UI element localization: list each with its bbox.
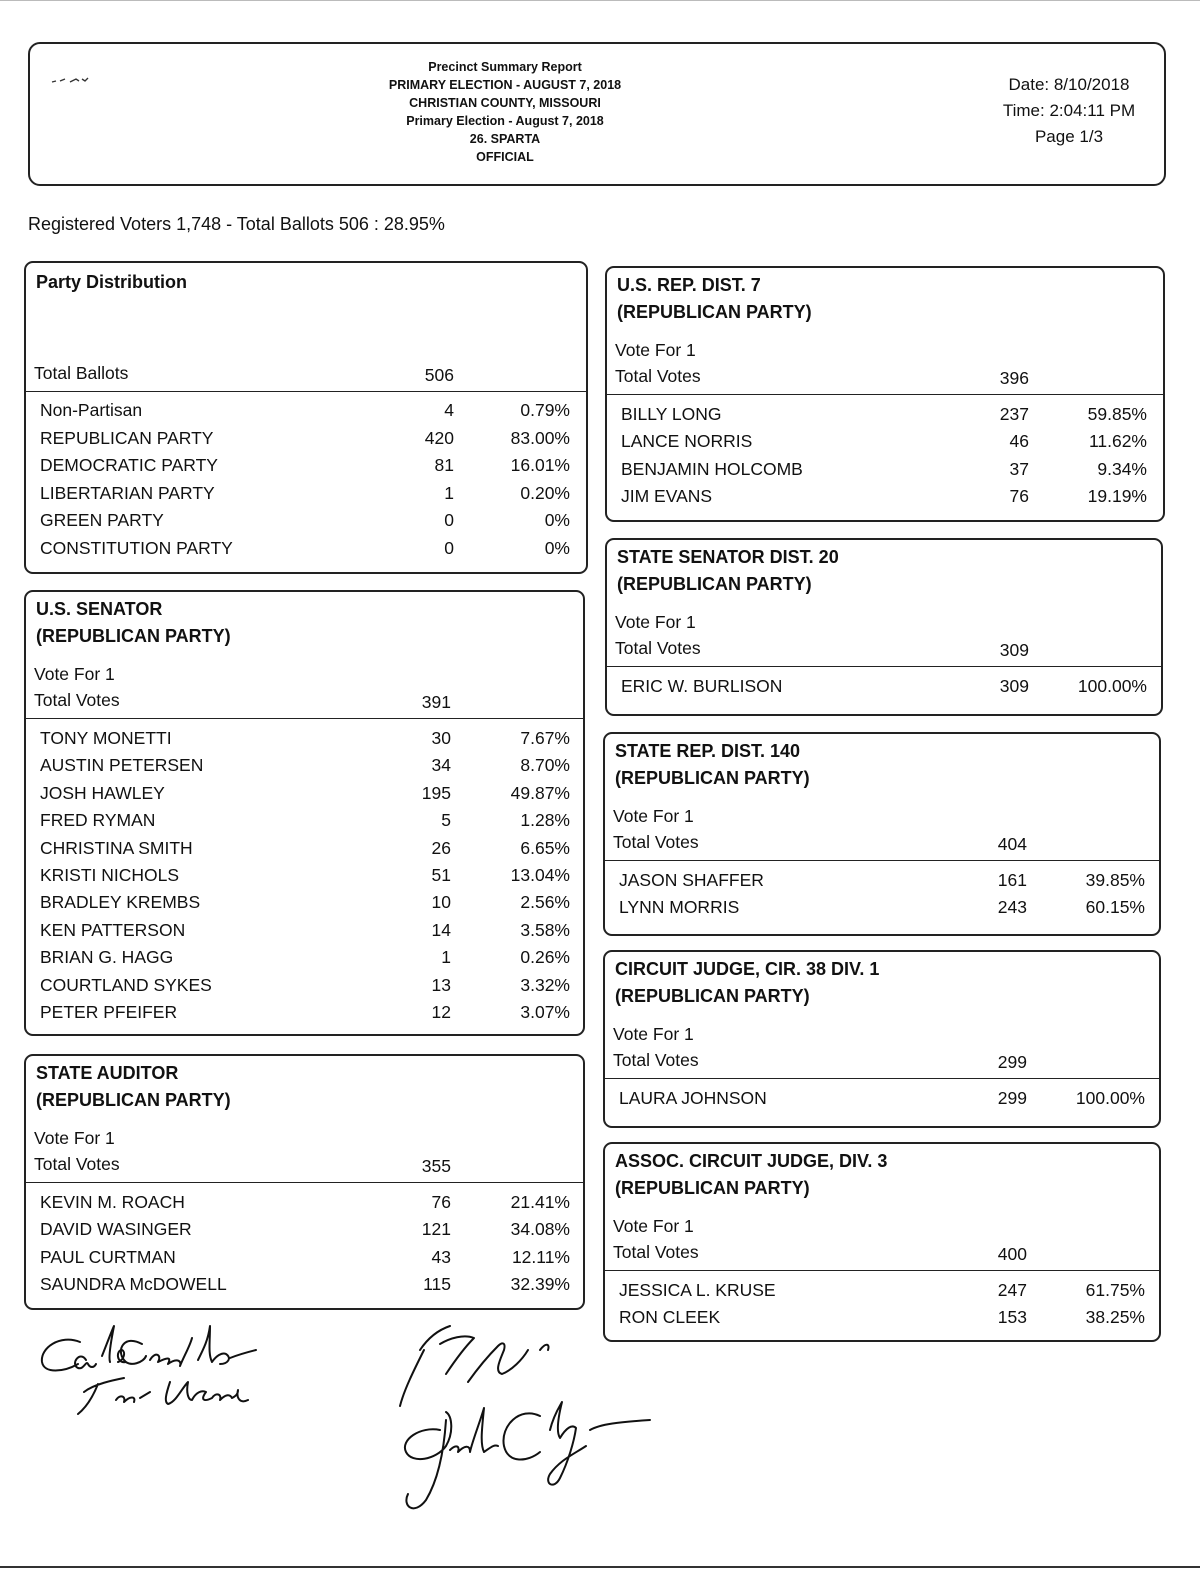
candidate-name: KEN PATTERSON <box>40 919 186 940</box>
party-votes: 81 <box>434 455 454 476</box>
candidate-row <box>26 1002 583 1029</box>
divider <box>26 391 586 392</box>
candidate-name: KRISTI NICHOLS <box>40 865 180 885</box>
signature-2 <box>400 1326 650 1508</box>
candidate-row <box>26 838 583 865</box>
candidate-name: DAVID WASINGER <box>40 1219 192 1240</box>
candidate-name: PETER PFEIFER <box>40 1002 178 1022</box>
race-party: (REPUBLICAN PARTY) <box>615 768 810 788</box>
candidate-votes: 76 <box>431 1192 451 1212</box>
vote-for-label: Vote For 1 <box>34 664 115 684</box>
vote-for-label: Vote For 1 <box>34 1128 115 1148</box>
party-percent: 83.00% <box>510 427 570 448</box>
vote-for-label: Vote For 1 <box>613 1216 694 1236</box>
candidate-name: COURTLAND SYKES <box>40 974 212 995</box>
party-name: REPUBLICAN PARTY <box>40 427 214 448</box>
candidate-votes: 26 <box>431 837 451 858</box>
race-party: (REPUBLICAN PARTY) <box>617 574 812 594</box>
candidate-row <box>607 459 1163 486</box>
vote-for-label: Vote For 1 <box>613 1024 694 1044</box>
party-name: CONSTITUTION PARTY <box>40 538 233 558</box>
candidate-name: ERIC W. BURLISON <box>621 676 783 696</box>
race-box-state-rep-dist-140 <box>603 732 1161 936</box>
report-time: Time: 2:04:11 PM <box>1002 101 1136 120</box>
party-percent: 0% <box>544 510 570 531</box>
candidate-row <box>26 1247 583 1274</box>
candidate-percent: 3.32% <box>520 974 570 995</box>
total-votes-label: Total Votes <box>613 1050 699 1070</box>
candidate-votes: 237 <box>999 404 1029 424</box>
candidate-percent: 1.28% <box>520 810 570 831</box>
precinct-name: 26. SPARTA <box>469 132 541 146</box>
total-votes-label: Total Votes <box>613 1242 699 1262</box>
race-title: STATE REP. DIST. 140 <box>615 741 801 761</box>
candidate-row <box>605 1280 1159 1307</box>
registered-voters-summary: Registered Voters 1,748 - Total Ballots 506 : 28.95% <box>28 214 445 234</box>
candidate-votes: 13 <box>431 974 451 995</box>
candidate-row <box>607 486 1163 513</box>
party-votes: 1 <box>444 482 454 503</box>
candidate-name: BILLY LONG <box>621 404 722 424</box>
candidate-votes: 5 <box>441 810 451 831</box>
party-votes: 0 <box>444 510 454 531</box>
party-percent: 0.79% <box>520 400 570 420</box>
race-title: ASSOC. CIRCUIT JUDGE, DIV. 3 <box>615 1151 888 1171</box>
candidate-row <box>605 870 1159 897</box>
candidate-percent: 9.34% <box>1097 458 1147 479</box>
race-party: (REPUBLICAN PARTY) <box>617 302 812 322</box>
candidate-votes: 43 <box>431 1246 451 1267</box>
candidate-votes: 115 <box>423 1274 451 1295</box>
total-votes-label: Total Votes <box>613 832 699 852</box>
handwritten-signatures <box>20 1320 720 1520</box>
race-title: U.S. REP. DIST. 7 <box>617 275 761 295</box>
race-party: (REPUBLICAN PARTY) <box>36 1090 231 1110</box>
candidate-percent: 100.00% <box>1075 1088 1145 1108</box>
candidate-percent: 32.39% <box>510 1274 570 1295</box>
page-top-edge <box>0 0 1200 7</box>
candidate-percent: 60.15% <box>1085 897 1145 918</box>
candidate-percent: 6.65% <box>520 837 570 858</box>
candidate-votes: 195 <box>421 782 451 803</box>
candidate-votes: 121 <box>421 1219 451 1240</box>
race-box-assoc-circuit-judge <box>603 1142 1161 1342</box>
candidate-name: PAUL CURTMAN <box>40 1246 176 1267</box>
signature-1 <box>42 1326 256 1414</box>
candidate-name: JOSH HAWLEY <box>40 782 165 803</box>
party-name: GREEN PARTY <box>40 510 164 531</box>
party-name: DEMOCRATIC PARTY <box>40 455 218 476</box>
party-row <box>26 483 586 510</box>
candidate-percent: 59.85% <box>1087 404 1147 424</box>
candidate-votes: 299 <box>997 1088 1027 1108</box>
party-row <box>26 428 586 455</box>
total-votes-value: 391 <box>421 692 451 712</box>
race-box-state-senator-dist-20 <box>605 538 1163 716</box>
divider <box>605 1078 1159 1079</box>
total-ballots-value: 506 <box>424 365 454 385</box>
candidate-percent: 7.67% <box>520 728 570 748</box>
party-name: Non-Partisan <box>40 400 143 420</box>
candidate-row <box>26 892 583 919</box>
divider <box>26 718 583 719</box>
total-ballots-label: Total Ballots <box>34 363 129 383</box>
party-distribution-title: Party Distribution <box>36 272 188 292</box>
election-name: PRIMARY ELECTION - AUGUST 7, 2018 <box>388 78 622 92</box>
report-date: Date: 8/10/2018 <box>1008 75 1130 94</box>
race-title: U.S. SENATOR <box>36 599 163 619</box>
candidate-votes: 34 <box>431 755 451 776</box>
candidate-name: JASON SHAFFER <box>619 870 764 890</box>
candidate-name: TONY MONETTI <box>40 728 172 748</box>
candidate-votes: 153 <box>997 1307 1027 1328</box>
party-row <box>26 510 586 537</box>
candidate-name: LANCE NORRIS <box>621 431 753 452</box>
race-title: CIRCUIT JUDGE, CIR. 38 DIV. 1 <box>615 959 880 979</box>
candidate-votes: 30 <box>431 728 451 748</box>
divider <box>607 394 1163 395</box>
candidate-name: RON CLEEK <box>619 1307 721 1328</box>
candidate-row <box>605 897 1159 924</box>
candidate-row <box>26 1219 583 1246</box>
candidate-percent: 61.75% <box>1085 1280 1145 1300</box>
report-title: Precinct Summary Report <box>428 60 582 74</box>
candidate-name: JESSICA L. KRUSE <box>619 1280 776 1300</box>
divider <box>605 1270 1159 1271</box>
party-row <box>26 400 586 427</box>
vote-for-label: Vote For 1 <box>615 612 696 632</box>
candidate-row <box>26 810 583 837</box>
candidate-percent: 13.04% <box>510 865 570 885</box>
party-percent: 0% <box>544 538 570 558</box>
total-votes-value: 404 <box>997 834 1027 854</box>
party-percent: 16.01% <box>510 455 570 476</box>
party-row <box>26 455 586 482</box>
page-bottom-edge <box>0 1566 1200 1568</box>
race-box-us-senator <box>24 590 585 1036</box>
candidate-name: BRADLEY KREMBS <box>40 892 201 913</box>
candidate-row <box>605 1088 1159 1115</box>
party-percent: 0.20% <box>520 482 570 503</box>
county-name: CHRISTIAN COUNTY, MISSOURI <box>409 96 601 110</box>
total-votes-value: 400 <box>997 1244 1027 1264</box>
candidate-row <box>607 676 1161 703</box>
race-party: (REPUBLICAN PARTY) <box>36 626 231 646</box>
candidate-percent: 39.85% <box>1085 870 1145 890</box>
candidate-row <box>26 1192 583 1219</box>
candidate-row <box>26 865 583 892</box>
report-title-block <box>360 58 650 166</box>
candidate-row <box>26 920 583 947</box>
candidate-name: JIM EVANS <box>621 486 713 507</box>
total-votes-label: Total Votes <box>34 1154 120 1174</box>
race-title: STATE SENATOR DIST. 20 <box>617 547 839 567</box>
total-votes-label: Total Votes <box>615 638 701 658</box>
party-votes: 420 <box>424 427 454 448</box>
vote-for-label: Vote For 1 <box>615 340 696 360</box>
divider <box>26 1182 583 1183</box>
candidate-votes: 51 <box>431 865 451 885</box>
candidate-row <box>607 404 1163 431</box>
candidate-votes: 12 <box>431 1002 451 1022</box>
candidate-percent: 3.07% <box>520 1002 570 1022</box>
total-votes-value: 355 <box>421 1156 451 1176</box>
total-votes-label: Total Votes <box>615 366 701 386</box>
candidate-votes: 161 <box>997 870 1027 890</box>
candidate-percent: 8.70% <box>520 755 570 776</box>
candidate-name: BENJAMIN HOLCOMB <box>621 458 803 479</box>
candidate-votes: 1 <box>441 947 451 968</box>
candidate-name: SAUNDRA McDOWELL <box>40 1274 227 1295</box>
candidate-row <box>26 783 583 810</box>
page-number: Page 1/3 <box>1034 127 1104 146</box>
candidate-percent: 19.19% <box>1087 486 1147 507</box>
party-votes: 4 <box>444 400 454 420</box>
candidate-percent: 21.41% <box>510 1192 570 1212</box>
candidate-percent: 49.87% <box>510 782 570 803</box>
race-party: (REPUBLICAN PARTY) <box>615 1178 810 1198</box>
election-date: Primary Election - August 7, 2018 <box>406 114 604 128</box>
party-distribution-box <box>24 261 588 574</box>
candidate-percent: 12.11% <box>511 1246 570 1267</box>
report-header <box>28 42 1166 186</box>
race-box-us-rep-dist-7 <box>605 266 1165 522</box>
race-party: (REPUBLICAN PARTY) <box>615 986 810 1006</box>
candidate-row <box>26 728 583 755</box>
candidate-votes: 14 <box>431 919 451 940</box>
candidate-percent: 2.56% <box>520 892 570 913</box>
candidate-votes: 309 <box>999 676 1029 696</box>
candidate-percent: 3.58% <box>520 919 570 940</box>
candidate-votes: 46 <box>1009 431 1029 452</box>
candidate-row <box>607 431 1163 458</box>
candidate-name: LYNN MORRIS <box>619 897 740 918</box>
candidate-name: BRIAN G. HAGG <box>40 947 174 968</box>
report-meta <box>984 72 1154 150</box>
report-status: OFFICIAL <box>476 150 534 164</box>
party-votes: 0 <box>444 538 454 558</box>
candidate-row <box>26 1274 583 1301</box>
race-box-circuit-judge <box>603 950 1161 1128</box>
candidate-name: CHRISTINA SMITH <box>40 837 193 858</box>
candidate-name: KEVIN M. ROACH <box>40 1192 185 1212</box>
total-votes-label: Total Votes <box>34 690 120 710</box>
party-name: LIBERTARIAN PARTY <box>40 482 215 503</box>
candidate-row <box>26 975 583 1002</box>
candidate-percent: 0.26% <box>520 947 570 968</box>
divider <box>605 860 1159 861</box>
total-votes-value: 396 <box>999 368 1029 388</box>
candidate-percent: 100.00% <box>1077 676 1147 696</box>
candidate-row <box>26 947 583 974</box>
candidate-votes: 243 <box>997 897 1027 918</box>
vote-for-label: Vote For 1 <box>613 806 694 826</box>
total-votes-value: 309 <box>999 640 1029 660</box>
candidate-percent: 11.62% <box>1088 431 1147 452</box>
candidate-row <box>26 755 583 782</box>
party-row <box>26 538 586 565</box>
race-box-state-auditor <box>24 1054 585 1310</box>
candidate-percent: 38.25% <box>1085 1307 1145 1328</box>
candidate-percent: 34.08% <box>510 1219 570 1240</box>
total-votes-value: 299 <box>997 1052 1027 1072</box>
candidate-name: AUSTIN PETERSEN <box>40 755 204 776</box>
candidate-votes: 247 <box>997 1280 1027 1300</box>
header-scribble <box>50 72 130 86</box>
race-title: STATE AUDITOR <box>36 1063 179 1083</box>
candidate-votes: 76 <box>1009 486 1029 507</box>
candidate-votes: 10 <box>431 892 451 913</box>
candidate-name: FRED RYMAN <box>40 810 156 831</box>
divider <box>607 666 1161 667</box>
candidate-votes: 37 <box>1009 458 1029 479</box>
candidate-name: LAURA JOHNSON <box>619 1088 767 1108</box>
